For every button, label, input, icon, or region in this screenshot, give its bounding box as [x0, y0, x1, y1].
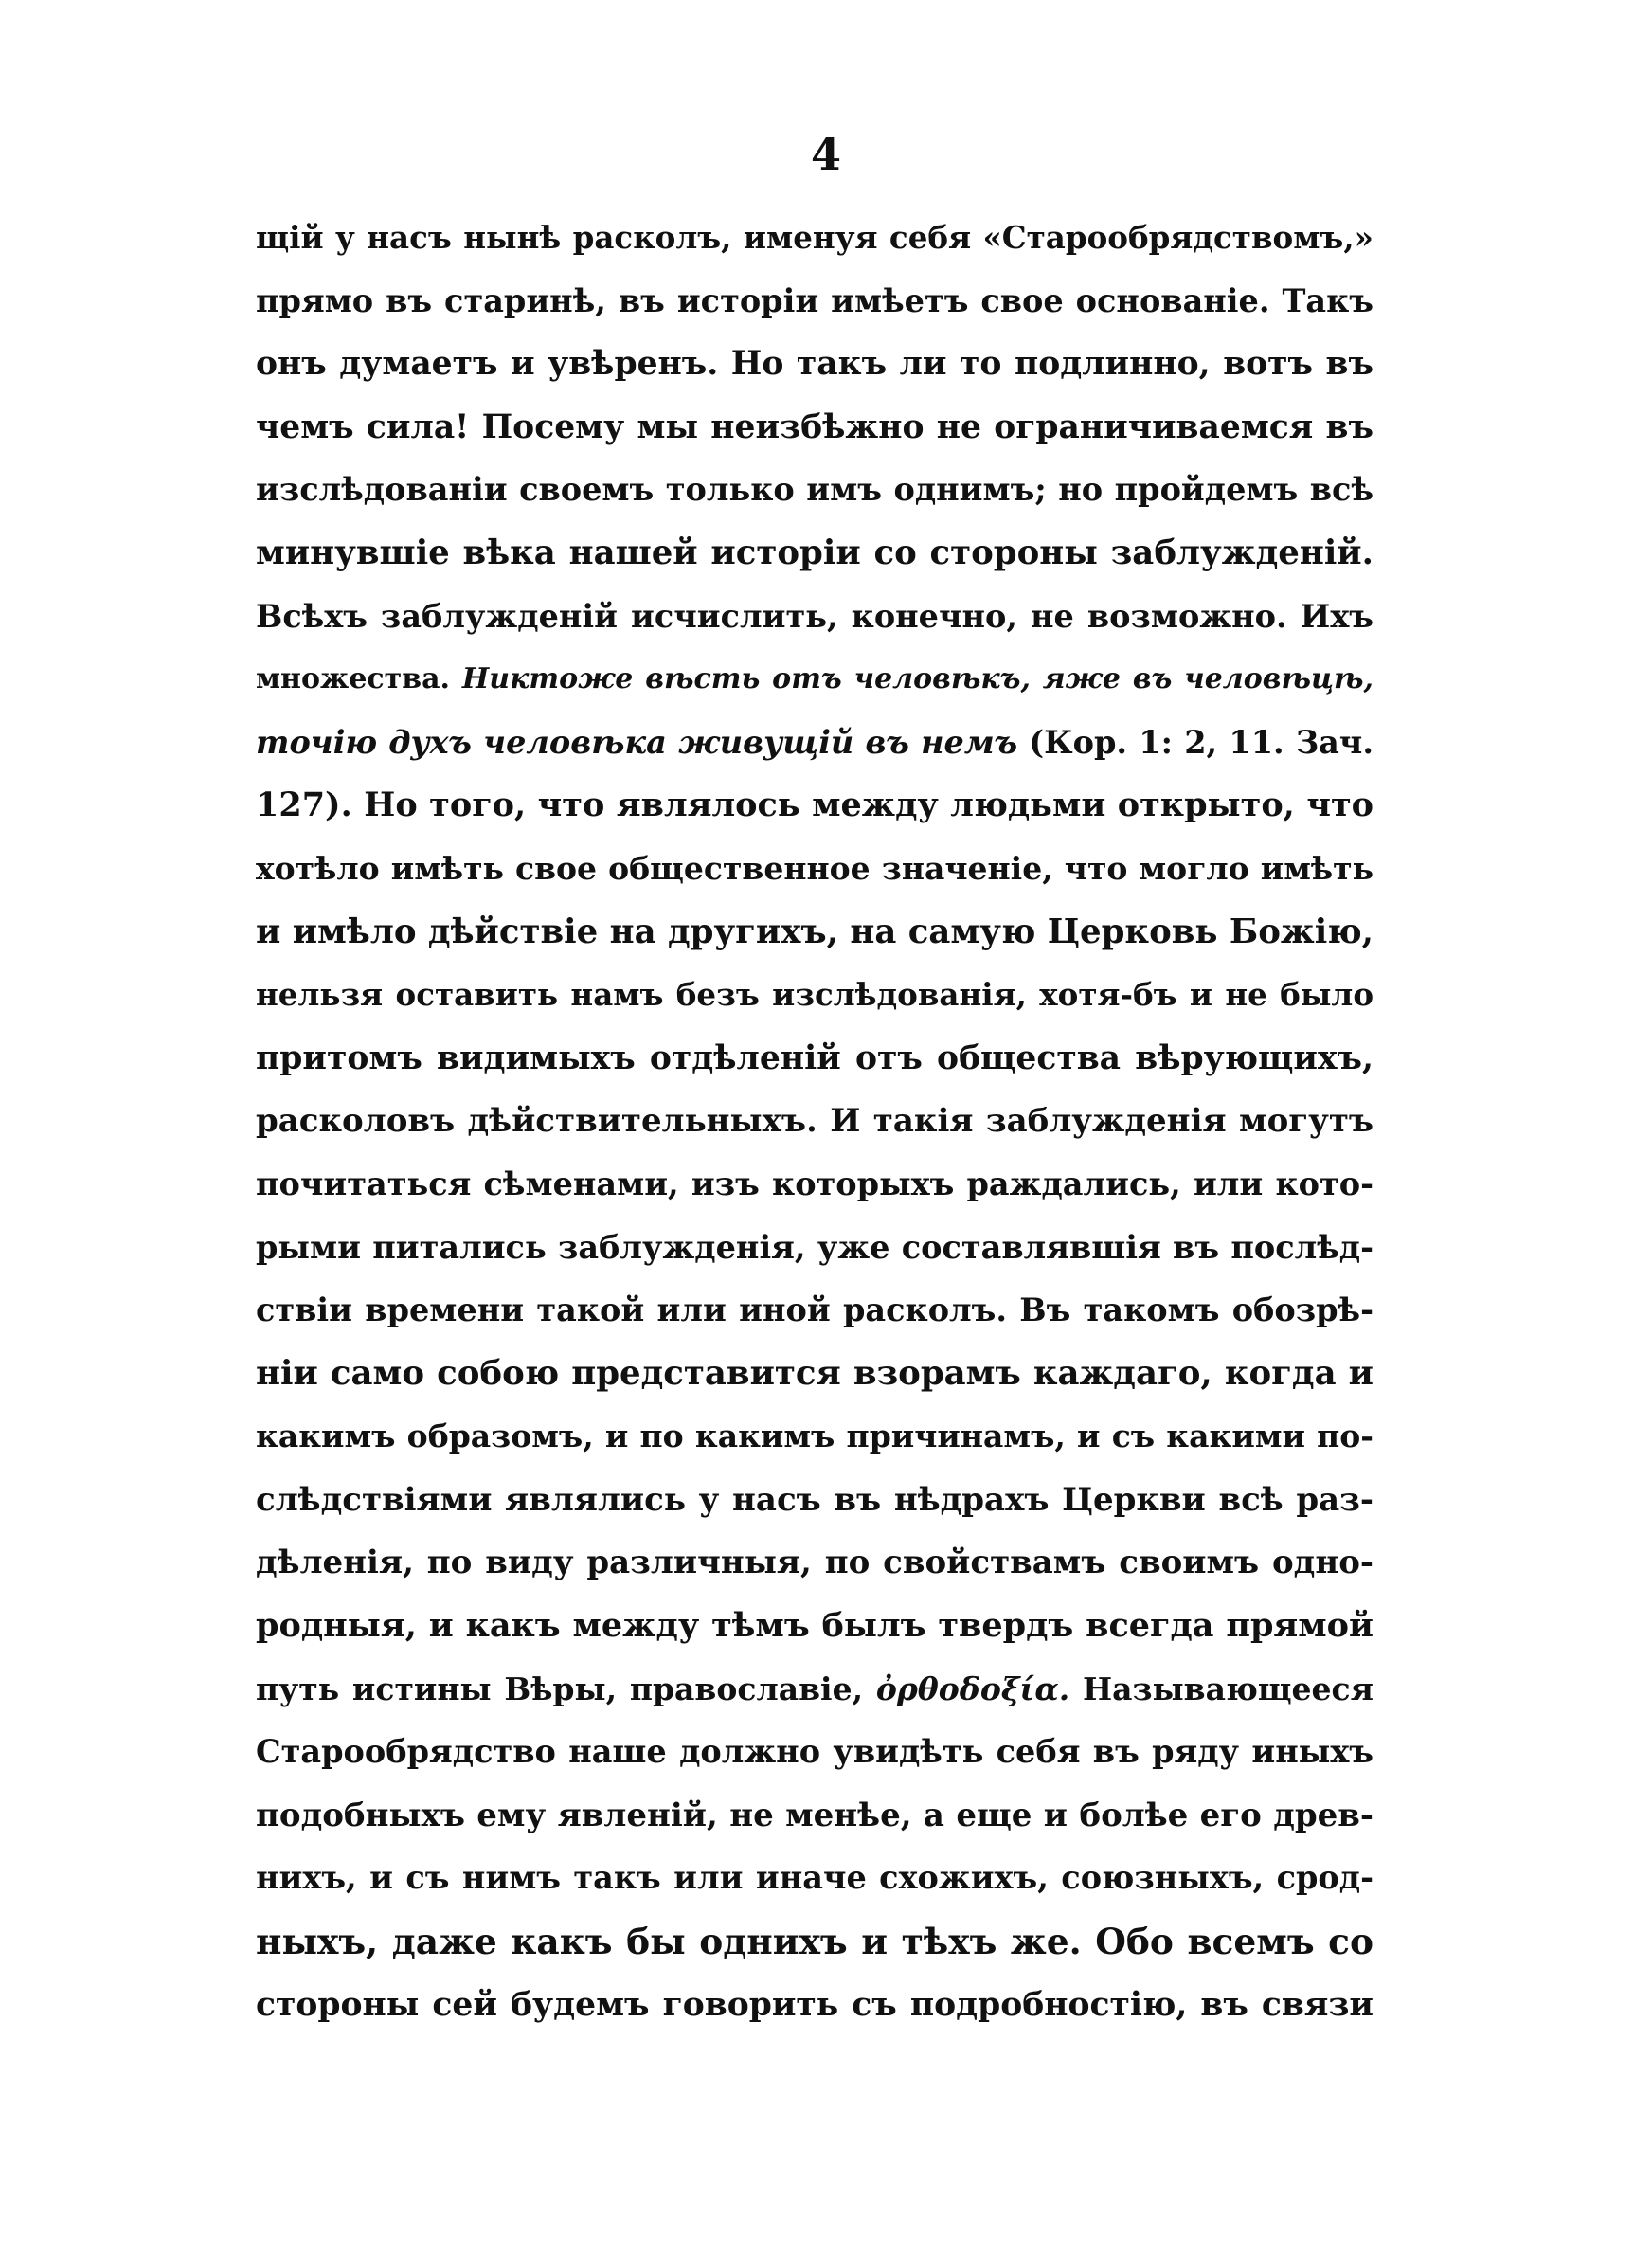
text-segment: щій у насъ нынѣ расколъ, именуя себя «Старообрядствомъ,» [256, 219, 1374, 256]
text-line [256, 1405, 1374, 1469]
text-segment: минувшіе вѣка нашей исторіи со стороны заблужденій. [256, 533, 1374, 572]
text-line [256, 1595, 1374, 1658]
italic-text: ὀρθοδοξία. [875, 1670, 1070, 1707]
text-line [256, 1279, 1374, 1343]
text-segment: чемъ сила! Посему мы неизбѣжно не ограничиваемся въ [256, 407, 1374, 446]
text-line [256, 838, 1374, 901]
text-segment: изслѣдованіи своемъ только имъ однимъ; но пройдемъ всѣ [256, 471, 1374, 509]
text-segment: прямо въ старинѣ, въ исторіи имѣетъ свое основаніе. Такъ [256, 281, 1374, 319]
text-line [256, 774, 1374, 838]
text-segment: притомъ видимыхъ отдѣленій отъ общества вѣрующихъ, [256, 1038, 1374, 1077]
text-segment: нихъ, и съ нимъ такъ или иначе схожихъ, союзныхъ, срод- [256, 1859, 1374, 1897]
text-segment: дѣленія, по виду различныя, по свойствамъ своимъ одно- [256, 1544, 1374, 1582]
text-line [256, 1343, 1374, 1406]
text-line [256, 396, 1374, 460]
text-line [256, 1090, 1374, 1153]
text-segment: подобныхъ ему явленій, не менѣе, а еще и болѣе его древ- [256, 1796, 1374, 1834]
text-line [256, 901, 1374, 965]
text-line [256, 1784, 1374, 1848]
text-segment: нельзя оставить намъ безъ изслѣдованія, хотя-бъ и не было [256, 976, 1374, 1014]
text-segment: ствіи времени такой или иной расколъ. Въ такомъ обозрѣ- [256, 1291, 1374, 1329]
italic-text: точію духъ человѣка живущій въ немъ [256, 723, 1018, 761]
text-line [256, 1721, 1374, 1784]
text-segment: какимъ образомъ, и по какимъ причинамъ, и съ какими по- [256, 1417, 1374, 1455]
text-segment: 127). Но того, что являлось между людьми открыто, что [256, 785, 1374, 825]
text-line [256, 1027, 1374, 1091]
text-segment: Старообрядство наше должно увидѣть себя въ ряду иныхъ [256, 1733, 1374, 1771]
text-line [256, 270, 1374, 334]
text-line [256, 522, 1374, 586]
text-segment: рыми питались заблужденія, уже составлявшія въ послѣд- [256, 1228, 1374, 1266]
italic-text: Никтоже вѣсть отъ человѣкъ, яже въ человѣцѣ, [461, 662, 1374, 696]
text-segment: слѣдствіями являлись у насъ въ нѣдрахъ Церкви всѣ раз- [256, 1480, 1374, 1519]
text-segment: и имѣло дѣйствіе на другихъ, на самую Церковь Божію, [256, 912, 1374, 951]
text-line [256, 333, 1374, 396]
text-line [256, 1974, 1374, 2037]
body-text [256, 207, 1374, 2036]
text-segment: стороны сей будемъ говорить съ подробностію, въ связи [256, 1985, 1374, 2024]
text-line [256, 586, 1374, 649]
text-line [256, 964, 1374, 1027]
text-segment: Называющееся [1069, 1670, 1374, 1707]
text-segment: путь истины Вѣры, православіе, [256, 1670, 876, 1707]
text-line [256, 1153, 1374, 1217]
text-line [256, 1531, 1374, 1595]
text-segment: (Кор. 1: 2, 11. Зач. [1017, 723, 1374, 761]
text-line [256, 648, 1374, 712]
text-line [256, 1847, 1374, 1910]
text-segment: расколовъ дѣйствительныхъ. И такія заблужденія могутъ [256, 1102, 1374, 1141]
text-line [256, 1910, 1374, 1974]
page-number: 4 [810, 129, 841, 180]
text-segment: онъ думаетъ и увѣренъ. Но такъ ли то подлинно, вотъ въ [256, 345, 1374, 384]
text-line [256, 1217, 1374, 1280]
text-line [256, 1469, 1374, 1532]
text-line [256, 207, 1374, 270]
text-line [256, 459, 1374, 522]
text-segment: родныя, и какъ между тѣмъ былъ твердъ всегда прямой [256, 1606, 1374, 1646]
text-segment: множества. [256, 662, 462, 696]
text-line [256, 1658, 1374, 1722]
text-line [256, 712, 1374, 775]
text-segment: ныхъ, даже какъ бы однихъ и тѣхъ же. Обо всемъ со [256, 1921, 1374, 1963]
text-segment: хотѣло имѣть свое общественное значеніе, что могло имѣть [256, 849, 1374, 887]
text-segment: Всѣхъ заблужденій исчислить, конечно, не возможно. Ихъ [256, 597, 1374, 635]
text-segment: почитаться сѣменами, изъ которыхъ раждались, или кото- [256, 1165, 1374, 1202]
text-segment: ніи само собою представится взорамъ каждаго, когда и [256, 1353, 1374, 1393]
